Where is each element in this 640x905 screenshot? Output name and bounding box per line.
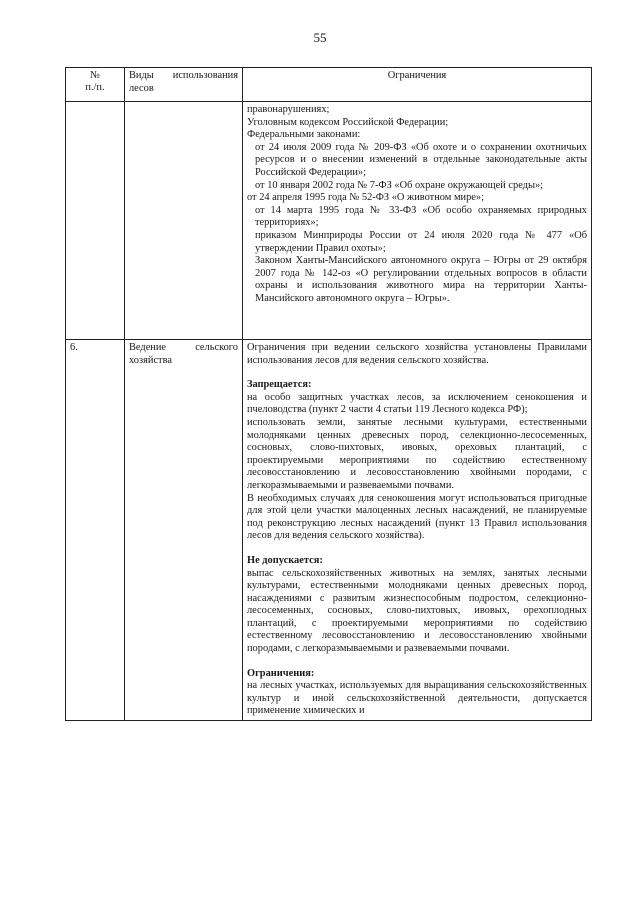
- row-number-cell: [66, 102, 125, 340]
- row-limitations-cell: [243, 340, 592, 721]
- header-number: [66, 68, 125, 102]
- list-item: от 14 марта 1995 года № 33-ФЗ «Об особо охраняемых природных территориях»;: [255, 204, 587, 229]
- intro-paragraph: Ограничения при ведении сельского хозяйства установлены Правилами использования лесов для ведения сельского хозяйства.: [247, 342, 587, 366]
- list-item: Законом Ханты-Мансийского автономного округа – Югры от 29 октября 2007 года № 142-оз «О регулировании отдельных вопросов в области охраны и использования животного мира на территории Ханты-Мансийского автономного округа – Югры».: [255, 255, 587, 304]
- prohibited-heading: Запрещается:: [247, 379, 312, 391]
- prohibited-paragraph: на особо защитных участках лесов, за исключением сенокошения и пчеловодства (пункт 2 части 4 статьи 119 Лесного кодекса РФ);: [247, 391, 587, 416]
- header-usage-type: Виды использования лесов: [125, 68, 243, 102]
- spacer: [247, 543, 587, 555]
- prohibited-paragraph: В необходимых случаях для сенокошения могут использоваться пригодные для этой цели участки малоценных лесных насаждений, не планируемые под реконструкцию лесных насаждений (пункт 13 Правил использования лесов для ведения сельского хозяйства).: [247, 492, 587, 542]
- row-usage-cell: [125, 102, 243, 340]
- prohibited-paragraph: использовать земли, занятые лесными культурами, естественными молодняками ценных древесных пород, селекционно-лесосеменных, сосновых, слово-пихтовых, ивовых, ореховых плантаций, с проектируемыми мероприятиями по содействию естественному лесовосстановлению и лесовосстановлению хвойными породами, с легкоразмываемыми и развеваемыми почвами.: [247, 416, 587, 491]
- page-number: 55: [313, 30, 327, 45]
- table-row: [66, 102, 592, 340]
- limits-heading: Ограничения:: [247, 667, 315, 679]
- not-allowed-paragraph: выпас сельскохозяйственных животных на землях, занятых лесными культурами, естественными молодняками ценных древесных пород, насаждениями с развитым жизнеспособным подростом, селекционно-лесосеменных, сосновых, слово-пихтовых, ивовых, орехоплодных плантаций, с проектируемыми мероприятиями по содействию естественному лесовосстановлению и лесовосстановлению хвойными породами, с легкоразмываемыми и развеваемыми почвами.: [247, 567, 587, 655]
- header-number-symbol: №: [90, 70, 100, 81]
- list-item: Федеральными законами:: [247, 129, 361, 141]
- row-number-cell: 6.: [66, 340, 125, 721]
- header-number-label: п./п.: [85, 82, 105, 93]
- list-item: от 24 апреля 1995 года № 52-ФЗ «О животном мире»;: [247, 192, 484, 204]
- list-item: приказом Минприроды России от 24 июля 2020 года № 477 «Об утверждении Правил охоты»;: [255, 229, 587, 254]
- list-item: Уголовным кодексом Российской Федерации;: [247, 116, 449, 128]
- spacer: [247, 656, 587, 668]
- table-header-row: [66, 68, 592, 102]
- spacer: [247, 367, 587, 379]
- row-usage-cell: Ведение сельского хозяйства: [125, 340, 243, 721]
- table-row: [66, 340, 592, 721]
- not-allowed-heading: Не допускается:: [247, 554, 323, 566]
- list-item: от 10 января 2002 года № 7-ФЗ «Об охране окружающей среды»;: [255, 179, 544, 191]
- limits-paragraph: на лесных участках, используемых для выращивания сельскохозяйственных культур и иной сельскохозяйственной деятельности, допускается применение химических и: [247, 680, 587, 717]
- list-item: от 24 июля 2009 года № 209-ФЗ «Об охоте и о сохранении охотничьих ресурсов и о внесении изменений в отдельные законодательные акты Российской Федерации»;: [255, 141, 587, 178]
- restrictions-table: [65, 67, 592, 721]
- row-limitations-cell: [243, 102, 592, 340]
- list-item: правонарушениях;: [247, 104, 330, 115]
- header-limitations: Ограничения: [243, 68, 592, 102]
